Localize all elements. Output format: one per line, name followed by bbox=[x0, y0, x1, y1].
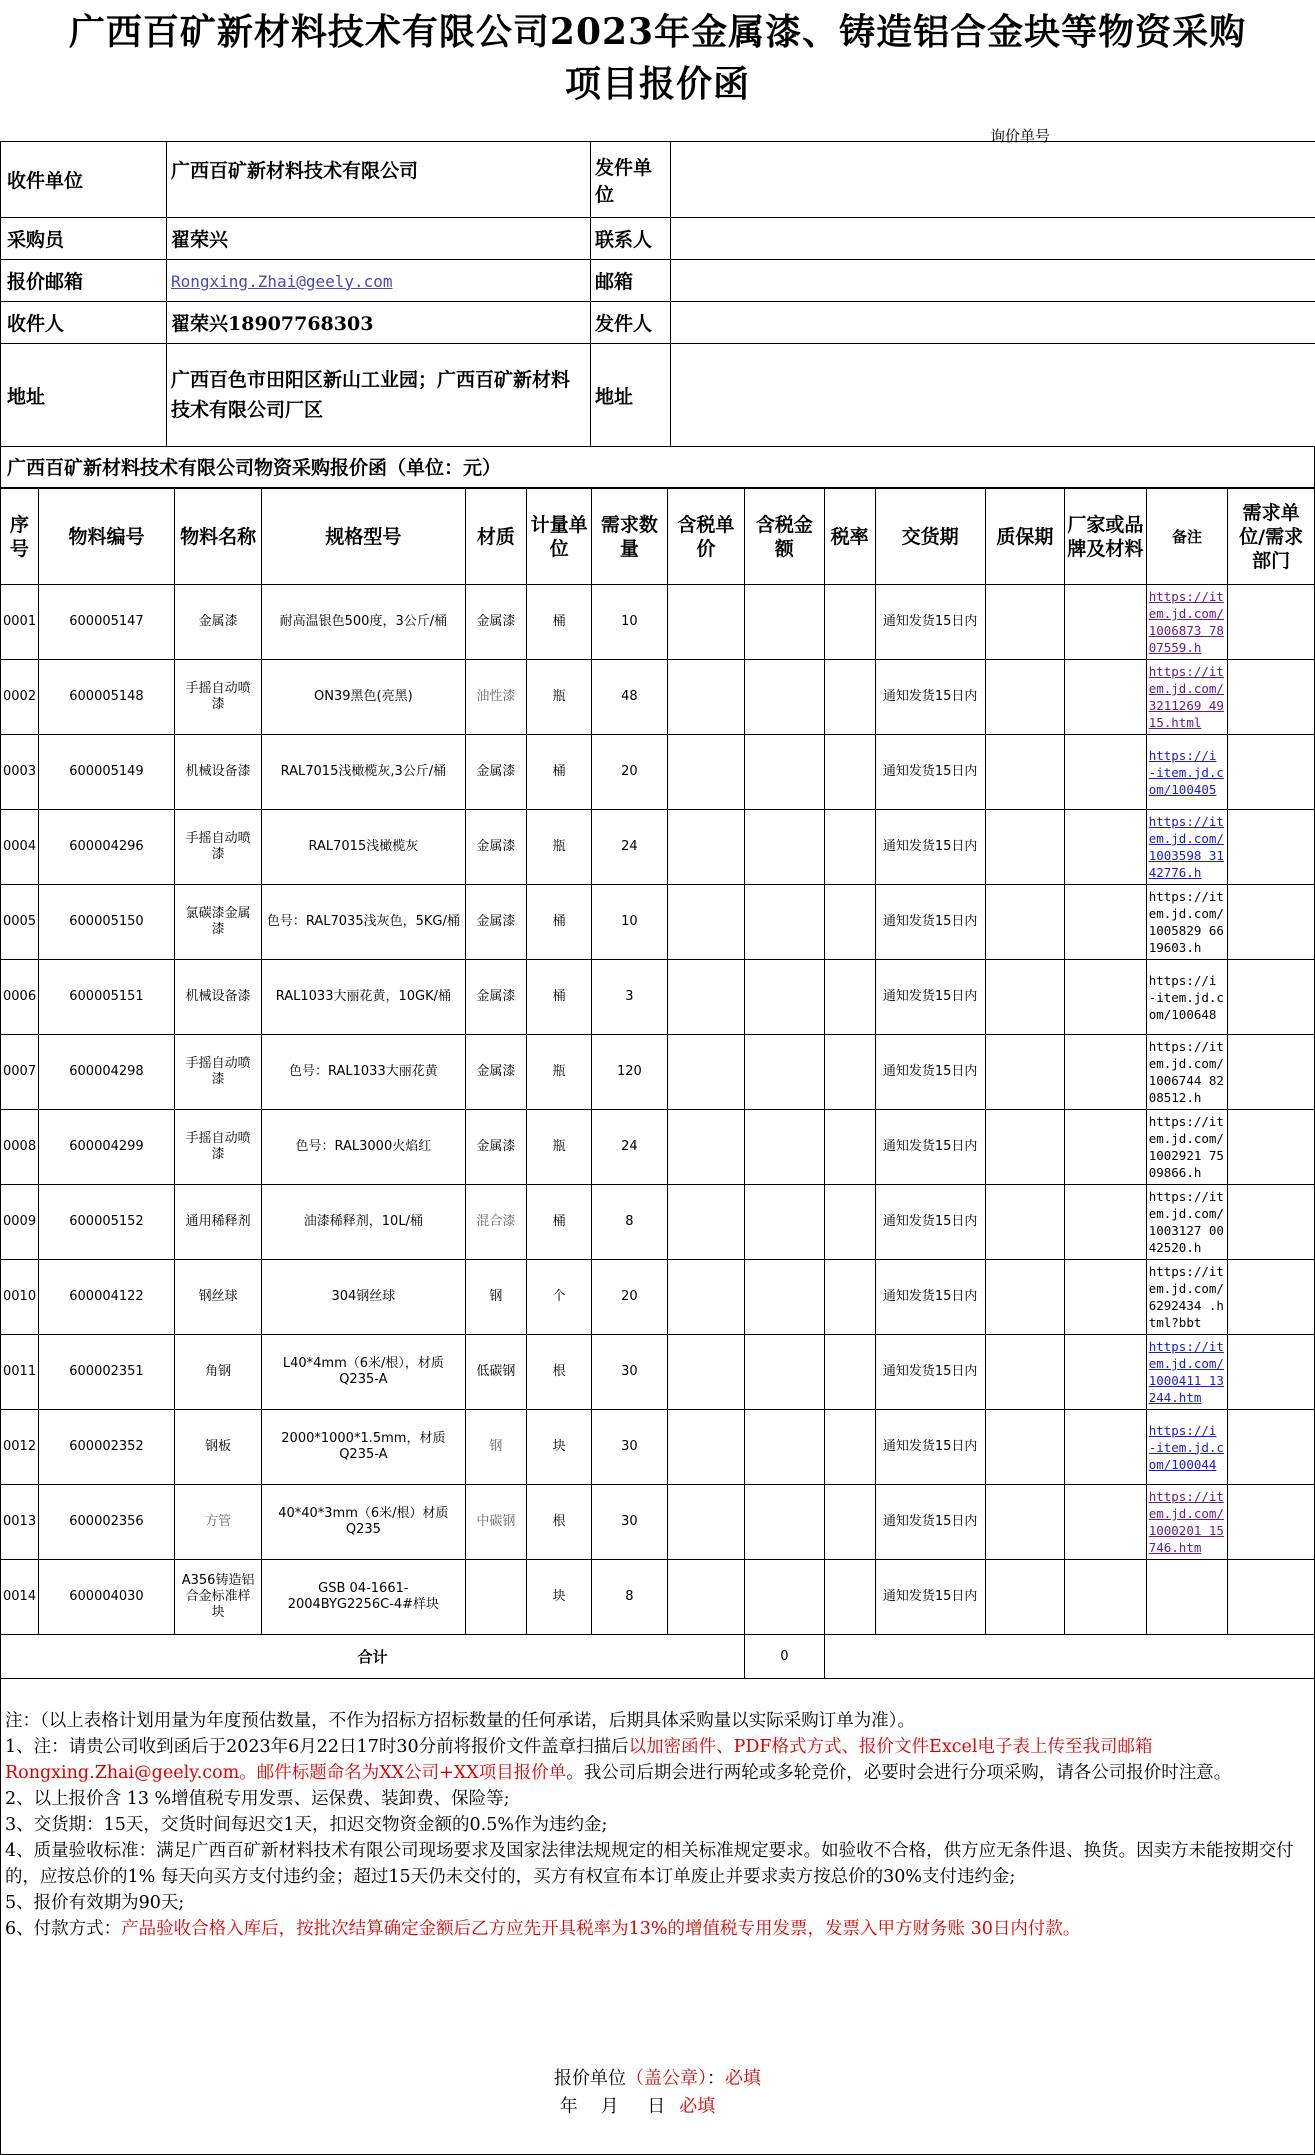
address-label: 地址 bbox=[1, 344, 167, 447]
signature-required-2: 必填 bbox=[679, 2096, 716, 2117]
row-amount[interactable] bbox=[745, 585, 825, 660]
row-spec: GSB 04-1661-2004BYG2256C-4#样块 bbox=[261, 1560, 465, 1635]
row-dept[interactable] bbox=[1228, 885, 1315, 960]
row-material: 混合漆 bbox=[465, 1185, 526, 1260]
row-amount[interactable] bbox=[745, 1035, 825, 1110]
row-code: 600005147 bbox=[38, 585, 175, 660]
row-warranty[interactable] bbox=[985, 1035, 1065, 1110]
header-name: 物料名称 bbox=[175, 489, 262, 585]
row-code: 600005148 bbox=[38, 660, 175, 735]
row-brand[interactable] bbox=[1065, 885, 1147, 960]
row-price[interactable] bbox=[667, 585, 744, 660]
row-price[interactable] bbox=[667, 1035, 744, 1110]
title-line-2: 项目报价函 bbox=[564, 63, 750, 105]
row-price[interactable] bbox=[667, 810, 744, 885]
row-brand[interactable] bbox=[1065, 585, 1147, 660]
row-warranty[interactable] bbox=[985, 885, 1065, 960]
table-row bbox=[1, 1185, 1315, 1260]
signature-seal-label: （盖公章） bbox=[626, 2068, 707, 2089]
row-material: 低碳钢 bbox=[465, 1335, 526, 1410]
header-dept: 需求单位/需求部门 bbox=[1228, 489, 1315, 585]
row-seq: 0011 bbox=[1, 1335, 39, 1410]
row-material: 中碳钢 bbox=[465, 1485, 526, 1560]
table-title: 广西百矿新材料技术有限公司物资采购报价函（单位：元） bbox=[0, 446, 1315, 488]
quote-email-link[interactable]: Rongxing.Zhai@geely.com bbox=[171, 271, 393, 291]
sender-label: 发件人 bbox=[591, 302, 671, 344]
address-cell[interactable]: 广西百色市田阳区新山工业园；广西百矿新材料技术有限公司厂区 bbox=[167, 344, 591, 447]
row-brand[interactable] bbox=[1065, 960, 1147, 1035]
row-amount[interactable] bbox=[745, 660, 825, 735]
row-spec: 色号：RAL7035浅灰色，5KG/桶 bbox=[261, 885, 465, 960]
row-remark[interactable]: https://item.jd.com/1002921 7509866.h bbox=[1146, 1110, 1228, 1185]
row-seq: 0010 bbox=[1, 1260, 39, 1335]
quote-table bbox=[0, 488, 1315, 1679]
row-qty: 24 bbox=[592, 810, 667, 885]
row-code: 600005150 bbox=[38, 885, 175, 960]
header-amount: 含税金额 bbox=[745, 489, 825, 585]
row-name: 角钢 bbox=[175, 1335, 262, 1410]
row-remark[interactable]: https://item.jd.com/1006873 7807559.h bbox=[1146, 585, 1228, 660]
note-1-b: 以加密函件、PDF格式方式、报价文件Excel电子表上传至我司邮箱Rongxing.Zhai@geely.com。邮件标题命名为XX公司+XX项目报价单 bbox=[5, 1737, 1153, 1783]
table-row bbox=[1, 585, 1315, 660]
header-delivery: 交货期 bbox=[875, 489, 985, 585]
mailbox-cell[interactable] bbox=[671, 260, 1315, 302]
row-amount[interactable] bbox=[745, 1335, 825, 1410]
table-row bbox=[1, 1410, 1315, 1485]
row-spec: 耐高温银色500度，3公斤/桶 bbox=[261, 585, 465, 660]
row-brand[interactable] bbox=[1065, 735, 1147, 810]
receiver-unit-cell[interactable]: 广西百矿新材料技术有限公司 bbox=[167, 142, 591, 218]
row-material: 钢 bbox=[465, 1410, 526, 1485]
quote-email-cell[interactable] bbox=[167, 260, 591, 302]
row-amount[interactable] bbox=[745, 1260, 825, 1335]
row-qty: 24 bbox=[592, 1110, 667, 1185]
sender-unit-cell[interactable] bbox=[671, 142, 1315, 218]
row-code: 600002352 bbox=[38, 1410, 175, 1485]
header-row bbox=[1, 489, 1315, 585]
note-5: 5、报价有效期为90天; bbox=[5, 1893, 185, 1913]
row-warranty[interactable] bbox=[985, 585, 1065, 660]
row-unit: 瓶 bbox=[526, 1110, 591, 1185]
signature-date bbox=[0, 2092, 1295, 2118]
row-unit: 块 bbox=[526, 1560, 591, 1635]
row-warranty[interactable] bbox=[985, 660, 1065, 735]
quote-email-label: 报价邮箱 bbox=[1, 260, 167, 302]
row-qty: 48 bbox=[592, 660, 667, 735]
row-amount[interactable] bbox=[745, 1410, 825, 1485]
row-dept[interactable] bbox=[1228, 1260, 1315, 1335]
row-material: 金属漆 bbox=[465, 1035, 526, 1110]
row-price[interactable] bbox=[667, 960, 744, 1035]
address2-cell[interactable] bbox=[671, 344, 1315, 447]
row-spec: 色号：RAL1033大丽花黄 bbox=[261, 1035, 465, 1110]
row-remark[interactable]: https://item.jd.com/1005829 6619603.h bbox=[1146, 885, 1228, 960]
signature-unit-label: 报价单位 bbox=[554, 2068, 626, 2089]
row-amount[interactable] bbox=[745, 1485, 825, 1560]
table-row bbox=[1, 1560, 1315, 1635]
row-material: 油性漆 bbox=[465, 660, 526, 735]
row-remark[interactable]: https://item.jd.com/6292434 .html?bbt bbox=[1146, 1260, 1228, 1335]
row-brand[interactable] bbox=[1065, 1260, 1147, 1335]
note-1-a: 1、注：请贵公司收到函后于2023年6月22日17时30分前将报价文件盖章扫描后 bbox=[5, 1737, 629, 1757]
buyer-cell[interactable]: 翟荣兴 bbox=[167, 218, 591, 260]
row-tax[interactable] bbox=[824, 735, 875, 810]
row-name: 机械设备漆 bbox=[175, 735, 262, 810]
row-tax[interactable] bbox=[824, 1260, 875, 1335]
row-warranty[interactable] bbox=[985, 960, 1065, 1035]
row-tax[interactable] bbox=[824, 1410, 875, 1485]
row-dept[interactable] bbox=[1228, 660, 1315, 735]
row-qty: 8 bbox=[592, 1560, 667, 1635]
contact-label: 联系人 bbox=[591, 218, 671, 260]
signature-colon: ： bbox=[707, 2068, 725, 2089]
row-name: 氯碳漆金属漆 bbox=[175, 885, 262, 960]
buyer-label: 采购员 bbox=[1, 218, 167, 260]
row-dept[interactable] bbox=[1228, 585, 1315, 660]
row-unit: 瓶 bbox=[526, 660, 591, 735]
row-warranty[interactable] bbox=[985, 810, 1065, 885]
recipient-label: 收件人 bbox=[1, 302, 167, 344]
page-title bbox=[0, 6, 1315, 110]
row-unit: 桶 bbox=[526, 585, 591, 660]
row-delivery: 通知发货15日内 bbox=[875, 1110, 985, 1185]
note-3: 3、交货期：15天，交货时间每迟交1天，扣迟交物资金额的0.5%作为违约金; bbox=[5, 1815, 608, 1835]
row-amount[interactable] bbox=[745, 810, 825, 885]
row-brand[interactable] bbox=[1065, 1185, 1147, 1260]
row-unit: 根 bbox=[526, 1335, 591, 1410]
total-amount: 0 bbox=[745, 1635, 825, 1679]
row-tax[interactable] bbox=[824, 1335, 875, 1410]
row-warranty[interactable] bbox=[985, 1485, 1065, 1560]
row-dept[interactable] bbox=[1228, 1560, 1315, 1635]
row-unit: 个 bbox=[526, 1260, 591, 1335]
row-code: 600005152 bbox=[38, 1185, 175, 1260]
row-price[interactable] bbox=[667, 1260, 744, 1335]
header-seq: 序号 bbox=[1, 489, 39, 585]
row-spec: RAL7015浅橄榄灰 bbox=[261, 810, 465, 885]
row-remark[interactable]: https://item.jd.com/1000411 13244.htm bbox=[1146, 1335, 1228, 1410]
note-1-c: 。我公司后期会进行两轮或多轮竞价，必要时会进行分项采购，请各公司报价时注意。 bbox=[566, 1763, 1232, 1783]
signature-required-1: 必填 bbox=[725, 2068, 761, 2089]
header-tax: 税率 bbox=[824, 489, 875, 585]
row-spec: 2000*1000*1.5mm，材质Q235-A bbox=[261, 1410, 465, 1485]
row-code: 600004296 bbox=[38, 810, 175, 885]
row-seq: 0005 bbox=[1, 885, 39, 960]
row-brand[interactable] bbox=[1065, 1110, 1147, 1185]
row-brand[interactable] bbox=[1065, 1485, 1147, 1560]
row-price[interactable] bbox=[667, 1410, 744, 1485]
row-material: 金属漆 bbox=[465, 1110, 526, 1185]
note-1 bbox=[1, 1734, 1314, 1786]
row-spec: 色号：RAL3000火焰红 bbox=[261, 1110, 465, 1185]
row-spec: RAL1033大丽花黄，10GK/桶 bbox=[261, 960, 465, 1035]
row-price[interactable] bbox=[667, 1560, 744, 1635]
row-price[interactable] bbox=[667, 660, 744, 735]
row-delivery: 通知发货15日内 bbox=[875, 1335, 985, 1410]
row-brand[interactable] bbox=[1065, 660, 1147, 735]
row-code: 600004122 bbox=[38, 1260, 175, 1335]
row-seq: 0007 bbox=[1, 1035, 39, 1110]
row-delivery: 通知发货15日内 bbox=[875, 1035, 985, 1110]
row-brand[interactable] bbox=[1065, 810, 1147, 885]
sender-unit-label: 发件单位 bbox=[591, 142, 671, 218]
row-dept[interactable] bbox=[1228, 810, 1315, 885]
header-code: 物料编号 bbox=[38, 489, 175, 585]
row-amount[interactable] bbox=[745, 1110, 825, 1185]
row-qty: 10 bbox=[592, 585, 667, 660]
row-material: 钢 bbox=[465, 1260, 526, 1335]
row-material bbox=[465, 1560, 526, 1635]
row-delivery: 通知发货15日内 bbox=[875, 660, 985, 735]
header-price: 含税单价 bbox=[667, 489, 744, 585]
row-code: 600004299 bbox=[38, 1110, 175, 1185]
row-name: 金属漆 bbox=[175, 585, 262, 660]
row-code: 600004030 bbox=[38, 1560, 175, 1635]
row-remark[interactable]: https://i -item.jd.com/100044 bbox=[1146, 1410, 1228, 1485]
row-name: 钢丝球 bbox=[175, 1260, 262, 1335]
row-seq: 0008 bbox=[1, 1110, 39, 1185]
row-brand[interactable] bbox=[1065, 1410, 1147, 1485]
header-remark: 备注 bbox=[1146, 489, 1228, 585]
row-amount[interactable] bbox=[745, 1560, 825, 1635]
header-material: 材质 bbox=[465, 489, 526, 585]
row-seq: 0002 bbox=[1, 660, 39, 735]
row-qty: 30 bbox=[592, 1485, 667, 1560]
row-delivery: 通知发货15日内 bbox=[875, 1560, 985, 1635]
receiver-unit-label: 收件单位 bbox=[1, 142, 167, 218]
row-amount[interactable] bbox=[745, 1185, 825, 1260]
note-0: 注：（以上表格计划用量为年度预估数量，不作为招标方招标数量的任何承诺，后期具体采购量以实际采购订单为准）。 bbox=[5, 1711, 915, 1731]
row-name: 手摇自动喷漆 bbox=[175, 1110, 262, 1185]
row-material: 金属漆 bbox=[465, 960, 526, 1035]
row-seq: 0003 bbox=[1, 735, 39, 810]
header-unit: 计量单位 bbox=[526, 489, 591, 585]
row-warranty[interactable] bbox=[985, 1185, 1065, 1260]
note-6 bbox=[1, 1916, 1314, 1942]
row-seq: 0009 bbox=[1, 1185, 39, 1260]
row-remark[interactable]: https://item.jd.com/3211269 4915.html bbox=[1146, 660, 1228, 735]
row-material: 金属漆 bbox=[465, 735, 526, 810]
row-delivery: 通知发货15日内 bbox=[875, 1410, 985, 1485]
row-remark[interactable]: https://i -item.jd.com/100405 bbox=[1146, 735, 1228, 810]
row-tax[interactable] bbox=[824, 660, 875, 735]
row-unit: 块 bbox=[526, 1410, 591, 1485]
row-code: 600002356 bbox=[38, 1485, 175, 1560]
table-row bbox=[1, 960, 1315, 1035]
row-price[interactable] bbox=[667, 885, 744, 960]
row-qty: 8 bbox=[592, 1185, 667, 1260]
row-delivery: 通知发货15日内 bbox=[875, 1185, 985, 1260]
row-spec: RAL7015浅橄榄灰,3公斤/桶 bbox=[261, 735, 465, 810]
table-row bbox=[1, 1035, 1315, 1110]
row-seq: 0004 bbox=[1, 810, 39, 885]
row-tax[interactable] bbox=[824, 1560, 875, 1635]
row-tax[interactable] bbox=[824, 1110, 875, 1185]
note-2: 2、以上报价含 13 %增值税专用发票、运保费、装卸费、保险等; bbox=[5, 1789, 510, 1809]
row-warranty[interactable] bbox=[985, 1260, 1065, 1335]
row-remark[interactable] bbox=[1146, 1560, 1228, 1635]
table-row bbox=[1, 735, 1315, 810]
header-qty: 需求数量 bbox=[592, 489, 667, 585]
row-unit: 桶 bbox=[526, 1185, 591, 1260]
row-material: 金属漆 bbox=[465, 585, 526, 660]
row-seq: 0012 bbox=[1, 1410, 39, 1485]
row-qty: 120 bbox=[592, 1035, 667, 1110]
recipient-cell[interactable]: 翟荣兴18907768303 bbox=[167, 302, 591, 344]
row-delivery: 通知发货15日内 bbox=[875, 885, 985, 960]
row-seq: 0014 bbox=[1, 1560, 39, 1635]
table-row bbox=[1, 1485, 1315, 1560]
total-label: 合计 bbox=[1, 1635, 745, 1679]
row-seq: 0001 bbox=[1, 585, 39, 660]
row-amount[interactable] bbox=[745, 960, 825, 1035]
row-material: 金属漆 bbox=[465, 885, 526, 960]
row-unit: 根 bbox=[526, 1485, 591, 1560]
row-tax[interactable] bbox=[824, 1035, 875, 1110]
row-warranty[interactable] bbox=[985, 735, 1065, 810]
sender-cell[interactable] bbox=[671, 302, 1315, 344]
row-brand[interactable] bbox=[1065, 1560, 1147, 1635]
table-row bbox=[1, 810, 1315, 885]
table-row bbox=[1, 660, 1315, 735]
row-unit: 瓶 bbox=[526, 810, 591, 885]
row-name: 手摇自动喷漆 bbox=[175, 1035, 262, 1110]
row-delivery: 通知发货15日内 bbox=[875, 735, 985, 810]
row-dept[interactable] bbox=[1228, 1485, 1315, 1560]
table-row bbox=[1, 885, 1315, 960]
row-price[interactable] bbox=[667, 1485, 744, 1560]
row-remark[interactable]: https://item.jd.com/1003127 0042520.h bbox=[1146, 1185, 1228, 1260]
row-delivery: 通知发货15日内 bbox=[875, 960, 985, 1035]
row-qty: 20 bbox=[592, 1260, 667, 1335]
signature-date-label: 年 月 日 bbox=[559, 2096, 666, 2117]
row-dept[interactable] bbox=[1228, 1335, 1315, 1410]
row-unit: 桶 bbox=[526, 885, 591, 960]
note-4: 4、质量验收标准：满足广西百矿新材料技术有限公司现场要求及国家法律法规规定的相关标准规定要求。如验收不合格，供方应无条件退、换货。因卖方未能按期交付的，应按总价的1% 每天向买方支付违约金；超过15天仍未交付的，买方有权宣布本订单废止并要求卖方按总价的30%支付违约金; bbox=[5, 1841, 1294, 1887]
row-code: 600005149 bbox=[38, 735, 175, 810]
row-seq: 0006 bbox=[1, 960, 39, 1035]
row-remark[interactable]: https://i -item.jd.com/100648 bbox=[1146, 960, 1228, 1035]
row-tax[interactable] bbox=[824, 585, 875, 660]
row-delivery: 通知发货15日内 bbox=[875, 810, 985, 885]
table-row bbox=[1, 1335, 1315, 1410]
row-spec: 304钢丝球 bbox=[261, 1260, 465, 1335]
table-row bbox=[1, 1260, 1315, 1335]
row-qty: 10 bbox=[592, 885, 667, 960]
header-spec: 规格型号 bbox=[261, 489, 465, 585]
address2-label: 地址 bbox=[591, 344, 671, 447]
row-dept[interactable] bbox=[1228, 960, 1315, 1035]
row-qty: 30 bbox=[592, 1335, 667, 1410]
row-price[interactable] bbox=[667, 1335, 744, 1410]
row-price[interactable] bbox=[667, 1110, 744, 1185]
row-unit: 桶 bbox=[526, 735, 591, 810]
row-dept[interactable] bbox=[1228, 1035, 1315, 1110]
row-price[interactable] bbox=[667, 735, 744, 810]
row-delivery: 通知发货15日内 bbox=[875, 585, 985, 660]
row-tax[interactable] bbox=[824, 1185, 875, 1260]
header-brand: 厂家或品牌及材料 bbox=[1065, 489, 1147, 585]
inquiry-no-label: 询价单号 bbox=[990, 127, 1051, 145]
row-remark[interactable]: https://item.jd.com/1000201 15746.htm bbox=[1146, 1485, 1228, 1560]
row-tax[interactable] bbox=[824, 810, 875, 885]
contact-cell[interactable] bbox=[671, 218, 1315, 260]
row-price[interactable] bbox=[667, 1185, 744, 1260]
row-dept[interactable] bbox=[1228, 735, 1315, 810]
row-dept[interactable] bbox=[1228, 1410, 1315, 1485]
row-name: 手摇自动喷漆 bbox=[175, 660, 262, 735]
row-warranty[interactable] bbox=[985, 1410, 1065, 1485]
row-warranty[interactable] bbox=[985, 1110, 1065, 1185]
row-unit: 瓶 bbox=[526, 1035, 591, 1110]
signature-unit bbox=[0, 2064, 1315, 2090]
row-name: 方管 bbox=[175, 1485, 262, 1560]
row-dept[interactable] bbox=[1228, 1185, 1315, 1260]
row-delivery: 通知发货15日内 bbox=[875, 1260, 985, 1335]
row-qty: 3 bbox=[592, 960, 667, 1035]
row-code: 600004298 bbox=[38, 1035, 175, 1110]
row-qty: 30 bbox=[592, 1410, 667, 1485]
row-qty: 20 bbox=[592, 735, 667, 810]
row-name: 机械设备漆 bbox=[175, 960, 262, 1035]
row-spec: 40*40*3mm（6米/根）材质Q235 bbox=[261, 1485, 465, 1560]
row-tax[interactable] bbox=[824, 885, 875, 960]
table-row bbox=[1, 1110, 1315, 1185]
row-remark[interactable]: https://item.jd.com/1003598 3142776.h bbox=[1146, 810, 1228, 885]
row-material: 金属漆 bbox=[465, 810, 526, 885]
row-spec: L40*4mm（6米/根），材质Q235-A bbox=[261, 1335, 465, 1410]
mailbox-label: 邮箱 bbox=[591, 260, 671, 302]
row-name: 手摇自动喷漆 bbox=[175, 810, 262, 885]
row-tax[interactable] bbox=[824, 960, 875, 1035]
row-amount[interactable] bbox=[745, 735, 825, 810]
info-table bbox=[0, 141, 1315, 447]
row-warranty[interactable] bbox=[985, 1335, 1065, 1410]
row-unit: 桶 bbox=[526, 960, 591, 1035]
title-line-1: 广西百矿新材料技术有限公司2023年金属漆、铸造铝合金块等物资采购 bbox=[68, 11, 1247, 53]
row-delivery: 通知发货15日内 bbox=[875, 1485, 985, 1560]
row-code: 600002351 bbox=[38, 1335, 175, 1410]
row-brand[interactable] bbox=[1065, 1035, 1147, 1110]
row-warranty[interactable] bbox=[985, 1560, 1065, 1635]
row-spec: 油漆稀释剂，10L/桶 bbox=[261, 1185, 465, 1260]
header-warranty: 质保期 bbox=[985, 489, 1065, 585]
row-remark[interactable]: https://item.jd.com/1006744 8208512.h bbox=[1146, 1035, 1228, 1110]
note-6-b: 产品验收合格入库后，按批次结算确定金额后乙方应先开具税率为13%的增值税专用发票，发票入甲方财务账 30日内付款。 bbox=[121, 1919, 1081, 1939]
row-tax[interactable] bbox=[824, 1485, 875, 1560]
row-amount[interactable] bbox=[745, 885, 825, 960]
row-code: 600005151 bbox=[38, 960, 175, 1035]
row-brand[interactable] bbox=[1065, 1335, 1147, 1410]
row-name: 钢板 bbox=[175, 1410, 262, 1485]
row-spec: ON39黑色(亮黑) bbox=[261, 660, 465, 735]
row-dept[interactable] bbox=[1228, 1110, 1315, 1185]
row-name: A356铸造铝合金标准样块 bbox=[175, 1560, 262, 1635]
note-6-a: 6、付款方式： bbox=[5, 1919, 122, 1939]
row-name: 通用稀释剂 bbox=[175, 1185, 262, 1260]
row-seq: 0013 bbox=[1, 1485, 39, 1560]
